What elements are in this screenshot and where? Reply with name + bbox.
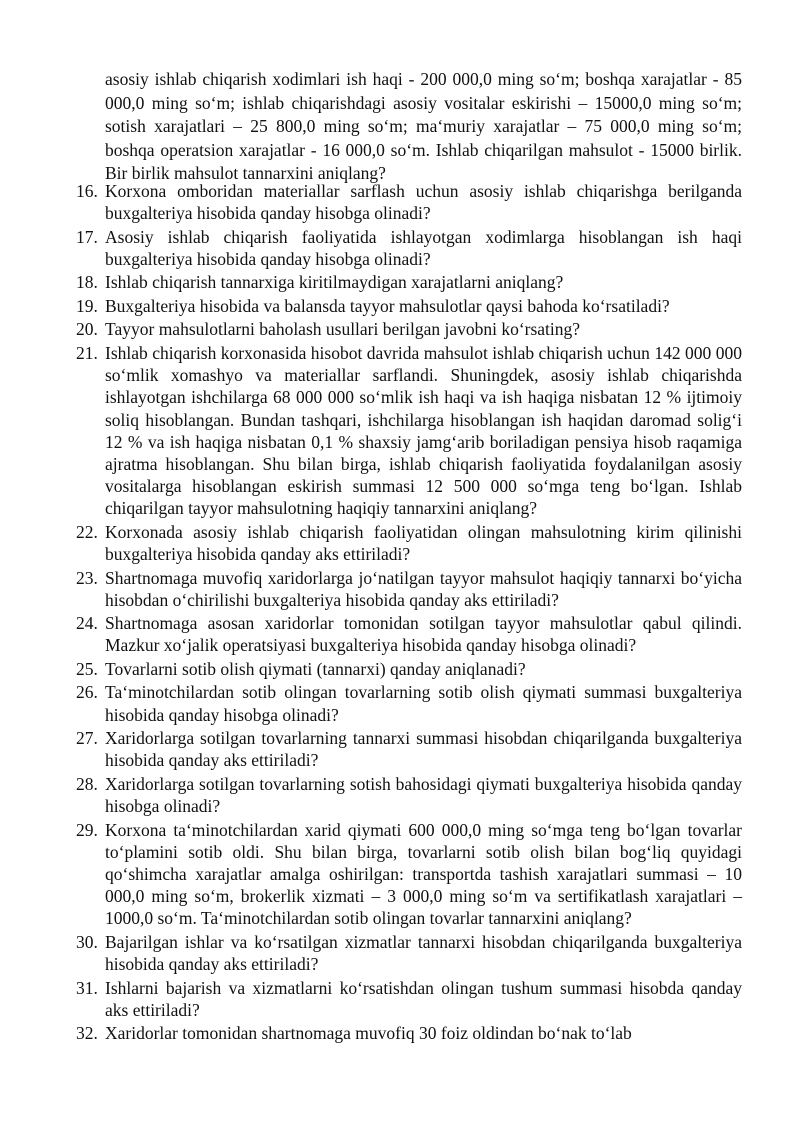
- question-list: [0, 180, 742, 1046]
- question-text: Korxona omboridan materiallar sarflash uchun asosiy ishlab chiqarishga berilganda buxgalteriya hisobida qanday hisobga olinadi?: [105, 181, 742, 224]
- question-number: 31.: [76, 977, 98, 998]
- question-number: 20.: [76, 319, 98, 340]
- question-number: 27.: [76, 728, 98, 749]
- question-item: [0, 681, 742, 725]
- question-item: [0, 819, 742, 930]
- question-text: Korxonada asosiy ishlab chiqarish faoliyatidan olingan mahsulotning kirim qilinishi buxgalteriya hisobida qanday aks ettiriladi?: [105, 521, 742, 565]
- question-text: Ishlarni bajarish va xizmatlarni ko‘rsatishdan olingan tushum summasi hisobda qanday aks ettiriladi?: [105, 977, 742, 1020]
- question-text: Ishlab chiqarish korxonasida hisobot davrida mahsulot ishlab chiqarish uchun 142 000 000 so‘mlik xomashyo va materiallar sarflandi. Shuningdek, asosiy ishlab chiqarishda ishlayotgan ishchilarga 68 000 000 so‘mlik ish haqi va ish haqiga nisbatan 12 % ijtimoiy soliq hisoblangan. Bundan tashqari, ishchilarga hisoblangan ish haqidan daromad solig‘i 12 % va ish haqiga nisbatan 0,1 % shaxsiy jamg‘arib boriladigan pensiya hisob raqamiga ajratma hisoblangan. Shu bilan birga, ishlab chiqarish faoliyatida foydalanilgan asosiy vositalarga hisoblangan eskirish summasi 12 500 000 so‘mga teng bo‘lgan. Ishlab chiqarilgan tayyor mahsulotning haqiqiy tannarxini aniqlang?: [105, 342, 742, 519]
- question-item: [0, 773, 742, 817]
- question-text: Asosiy ishlab chiqarish faoliyatida ishlayotgan xodimlarga hisoblangan ish haqi buxgalteriya hisobida qanday hisobga olinadi?: [105, 226, 742, 269]
- question-item: [0, 658, 742, 680]
- question-text: Shartnomaga asosan xaridorlar tomonidan sotilgan tayyor mahsulotlar qabul qilindi. Mazkur xo‘jalik operatsiyasi buxgalteriya hisobida qanday hisobga olinadi?: [105, 613, 742, 656]
- question-text: Xaridorlarga sotilgan tovarlarning tannarxi summasi hisobdan chiqarilganda buxgalteriya hisobida qanday aks ettiriladi?: [105, 728, 742, 771]
- question-item: [0, 727, 742, 771]
- question-number: 25.: [76, 658, 98, 679]
- question-item: [0, 567, 742, 611]
- continuation-paragraph: asosiy ishlab chiqarish xodimlari ish haqi - 200 000,0 ming so‘m; boshqa xarajatlar - 85 000,0 ming so‘m; ishlab chiqarishdagi asosiy vositalar eskirishi – 15000,0 ming so‘m; sotish xarajatlari – 25 800,0 ming so‘m; ma‘muriy xarajatlar – 75 000,0 ming so‘m; boshqa operatsion xarajatlar - 16 000,0 so‘m. Ishlab chiqarilgan mahsulot - 15000 birlik. Bir birlik mahsulot tannarxini aniqlang?: [105, 69, 742, 183]
- question-text: Ta‘minotchilardan sotib olingan tovarlarning sotib olish qiymati summasi buxgalteriya hisobida qanday hisobga olinadi?: [105, 682, 742, 725]
- question-number: 30.: [76, 931, 98, 952]
- question-number: 21.: [76, 342, 98, 363]
- question-text: Xaridorlarga sotilgan tovarlarning sotish bahosidagi qiymati buxgalteriya hisobida qanday hisobga olinadi?: [105, 773, 742, 817]
- question-number: 28.: [76, 773, 98, 794]
- question-item: [0, 977, 742, 1021]
- question-text: Bajarilgan ishlar va ko‘rsatilgan xizmatlar tannarxi hisobdan chiqarilganda buxgalteriya hisobida qanday aks ettiriladi?: [105, 931, 742, 975]
- question-number: 29.: [76, 819, 98, 840]
- question-number: 19.: [76, 295, 98, 316]
- question-number: 16.: [76, 181, 98, 201]
- question-item: [0, 931, 742, 975]
- question-item: [0, 342, 742, 520]
- question-item: [0, 318, 742, 340]
- question-text: Korxona ta‘minotchilardan xarid qiymati 600 000,0 ming so‘mga teng bo‘lgan tovarlar to‘plamini sotib oldi. Shu bilan birga, tovarlarni sotib olish bilan bog‘liq quyidagi qo‘shimcha xarajatlar amalga oshirilgan: transportda tashish xarajatlari summasi – 10 000,0 ming so‘m, brokerlik xizmati – 3 000,0 ming so‘m va sertifikatlash xarajatlari – 1000,0 so‘m. Ta‘minotchilardan sotib olingan tovarlar tannarxini aniqlang?: [105, 819, 742, 929]
- question-text: Shartnomaga muvofiq xaridorlarga jo‘natilgan tayyor mahsulot haqiqiy tannarxi bo‘yicha hisobdan o‘chirilishi buxgalteriya hisobida qanday aks ettiriladi?: [105, 567, 742, 610]
- question-item: [0, 521, 742, 565]
- question-number: 23.: [76, 567, 98, 588]
- question-number: 17.: [76, 226, 98, 247]
- question-item: [0, 295, 742, 317]
- question-item: [0, 271, 742, 293]
- question-item: [0, 180, 742, 224]
- question-number: 24.: [76, 613, 98, 634]
- question-number: 22.: [76, 521, 98, 542]
- question-number: 18.: [76, 272, 98, 293]
- question-item: [0, 612, 742, 656]
- question-text: Buxgalteriya hisobida va balansda tayyor mahsulotlar qaysi bahoda ko‘rsatiladi?: [105, 295, 670, 316]
- question-item: [0, 226, 742, 270]
- question-text: Ishlab chiqarish tannarxiga kiritilmaydigan xarajatlarni aniqlang?: [105, 272, 564, 293]
- question-text: Tayyor mahsulotlarni baholash usullari berilgan javobni ko‘rsating?: [105, 319, 581, 340]
- question-text: Tovarlarni sotib olish qiymati (tannarxi) qanday aniqlanadi?: [105, 658, 526, 679]
- question-text: Xaridorlar tomonidan shartnomaga muvofiq 30 foiz oldindan bo‘nak to‘lab: [105, 1023, 632, 1044]
- question-number: 26.: [76, 682, 98, 703]
- question-number: 32.: [76, 1023, 98, 1044]
- question-item: [0, 1022, 742, 1044]
